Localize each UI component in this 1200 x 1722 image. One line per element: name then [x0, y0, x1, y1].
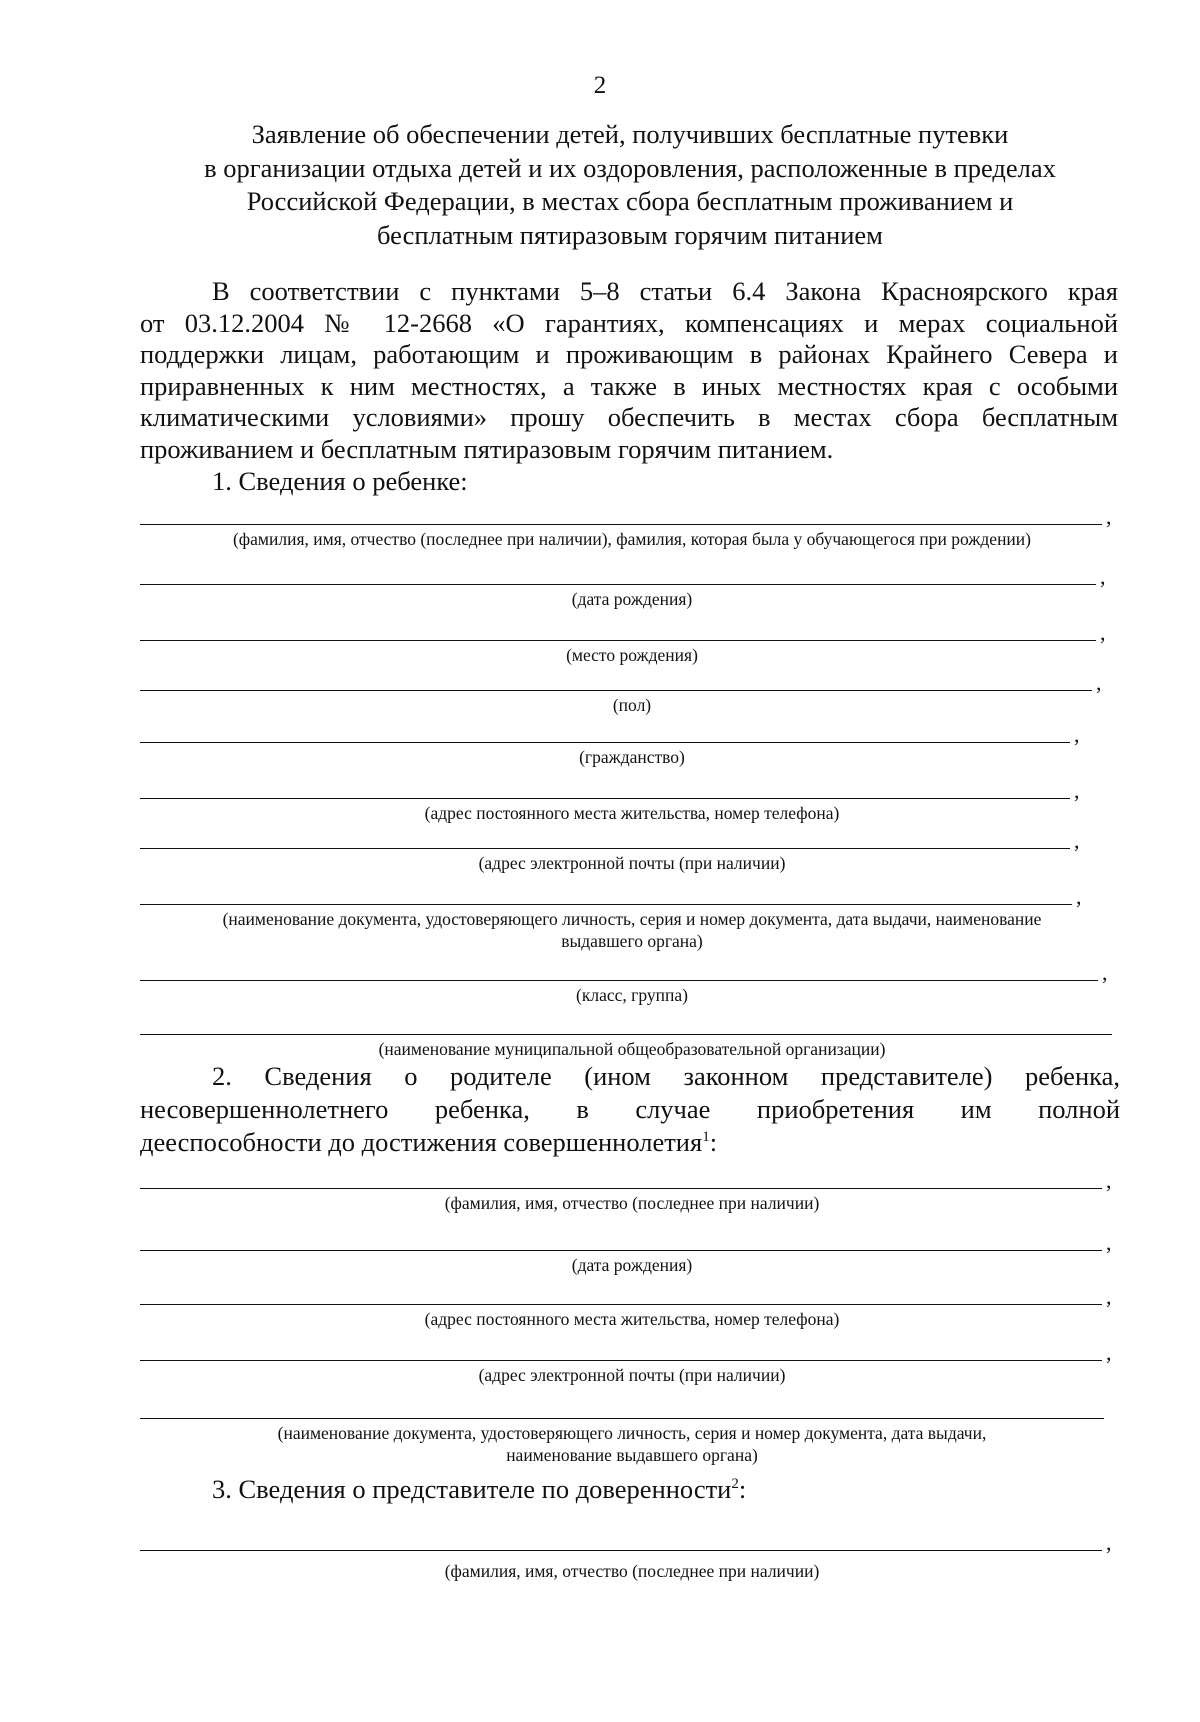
field-comma: , [1106, 1230, 1112, 1255]
fill-line [140, 524, 1102, 525]
caption-line: (адрес электронной почты (при наличии) [478, 1365, 786, 1385]
field-caption [140, 528, 1124, 550]
caption-line: (пол) [612, 695, 652, 715]
fill-line [140, 1304, 1102, 1305]
field-caption [140, 1364, 1124, 1386]
fill-line [140, 640, 1096, 641]
fill-line [140, 1360, 1102, 1361]
fill-line [140, 848, 1070, 849]
caption-line: (класс, группа) [576, 985, 688, 1005]
field-caption [140, 644, 1124, 666]
field-caption [140, 694, 1124, 716]
section2-line-text: дееспособности до достижения совершеннолетия [140, 1127, 703, 1157]
title-line: Российской Федерации, в местах сбора бесплатным проживанием и [246, 186, 1014, 216]
caption-line: (дата рождения) [571, 1255, 693, 1275]
section3-heading-text: 3. Сведения о представителе по доверенности [212, 1474, 732, 1504]
section1-heading: 1. Сведения о ребенке: [212, 466, 468, 496]
intro-line: климатическими условиями» прошу обеспечить в местах сбора бесплатным [140, 402, 1118, 433]
field-comma: , [1102, 960, 1108, 985]
fill-line [140, 1418, 1104, 1419]
caption-line: (наименование документа, удостоверяющего личность, серия и номер документа, дата выдачи, наименование [222, 909, 1042, 929]
intro-line: от 03.12.2004 № 12-2668 «О гарантиях, компенсациях и мерах социальной [140, 307, 1118, 338]
field-comma: , [1074, 722, 1080, 747]
caption-line: выдавшего органа) [561, 931, 703, 951]
field-caption [140, 802, 1124, 824]
fill-line [140, 1250, 1102, 1251]
fill-line [140, 584, 1096, 585]
fill-line [140, 1550, 1102, 1551]
fill-line [140, 690, 1092, 691]
caption-line: (адрес постоянного места жительства, номер телефона) [424, 1309, 840, 1329]
field-comma: , [1106, 1284, 1112, 1309]
field-caption [140, 588, 1124, 610]
caption-line: (место рождения) [566, 645, 698, 665]
intro-line: В соответствии с пунктами 5–8 статьи 6.4 Закона Красноярского края [212, 276, 1118, 306]
intro-line: поддержки лицам, работающим и проживающим в районах Крайнего Севера и [140, 339, 1118, 370]
field-caption [140, 1038, 1124, 1060]
caption-line: (фамилия, имя, отчество (последнее при наличии) [444, 1561, 820, 1581]
field-caption [140, 746, 1124, 768]
field-caption [140, 1308, 1124, 1330]
field-comma: , [1074, 778, 1080, 803]
field-caption [140, 908, 1124, 952]
caption-line: (гражданство) [579, 747, 685, 767]
section2-line: несовершеннолетнего ребенка, в случае приобретения им полной [140, 1094, 1120, 1124]
section2-line [140, 1126, 1120, 1159]
title-line: бесплатным пятиразовым горячим питанием [377, 219, 883, 250]
fill-line [140, 798, 1070, 799]
intro-line: приравненных к ним местностях, а также в иных местностях края с особыми [140, 370, 1118, 401]
caption-line: (фамилия, имя, отчество (последнее при наличии) [444, 1193, 820, 1213]
field-caption [140, 852, 1124, 874]
field-comma: , [1076, 884, 1082, 909]
section3-heading [212, 1474, 746, 1505]
footnote-mark: 2 [731, 1476, 739, 1493]
caption-line: (дата рождения) [571, 589, 693, 609]
title-line: в организации отдыха детей и их оздоровления, расположенные в пределах [204, 152, 1056, 183]
caption-line: наименование выдавшего органа) [506, 1445, 758, 1465]
field-comma: , [1106, 1340, 1112, 1365]
field-comma: , [1096, 670, 1102, 695]
field-comma: , [1100, 564, 1106, 589]
fill-line [140, 1188, 1102, 1189]
caption-line: (наименование муниципальной общеобразовательной организации) [378, 1039, 886, 1059]
field-comma: , [1100, 620, 1106, 645]
caption-line: (наименование документа, удостоверяющего личность, серия и номер документа, дата выдачи, [277, 1423, 987, 1443]
field-caption [140, 1560, 1124, 1582]
field-caption [140, 1192, 1124, 1214]
intro-paragraph [140, 276, 1118, 466]
heading-colon: : [738, 1474, 747, 1504]
caption-line: (адрес постоянного места жительства, номер телефона) [424, 803, 840, 823]
field-comma: , [1106, 1530, 1112, 1555]
footnote-mark: 1 [702, 1129, 710, 1146]
heading-colon: : [709, 1127, 718, 1157]
intro-line: проживанием и бесплатным пятиразовым горячим питанием. [140, 433, 834, 464]
caption-line: (адрес электронной почты (при наличии) [478, 853, 786, 873]
field-comma: , [1074, 828, 1080, 853]
section2-line: 2. Сведения о родителе (ином законном представителе) ребенка, [212, 1061, 1120, 1091]
fill-line [140, 904, 1072, 905]
field-comma: , [1106, 1168, 1112, 1193]
field-comma: , [1106, 504, 1112, 529]
caption-line: (фамилия, имя, отчество (последнее при наличии), фамилия, которая была у обучающегося при рождении) [232, 529, 1031, 549]
section2-heading [140, 1060, 1120, 1159]
field-caption [140, 1254, 1124, 1276]
document-title [150, 118, 1110, 252]
field-caption [140, 984, 1124, 1006]
fill-line [140, 742, 1070, 743]
field-caption [140, 1422, 1124, 1466]
title-line: Заявление об обеспечении детей, получивших бесплатные путевки [251, 119, 1009, 149]
page-number: 2 [593, 72, 607, 99]
fill-line [140, 1034, 1112, 1035]
fill-line [140, 980, 1098, 981]
